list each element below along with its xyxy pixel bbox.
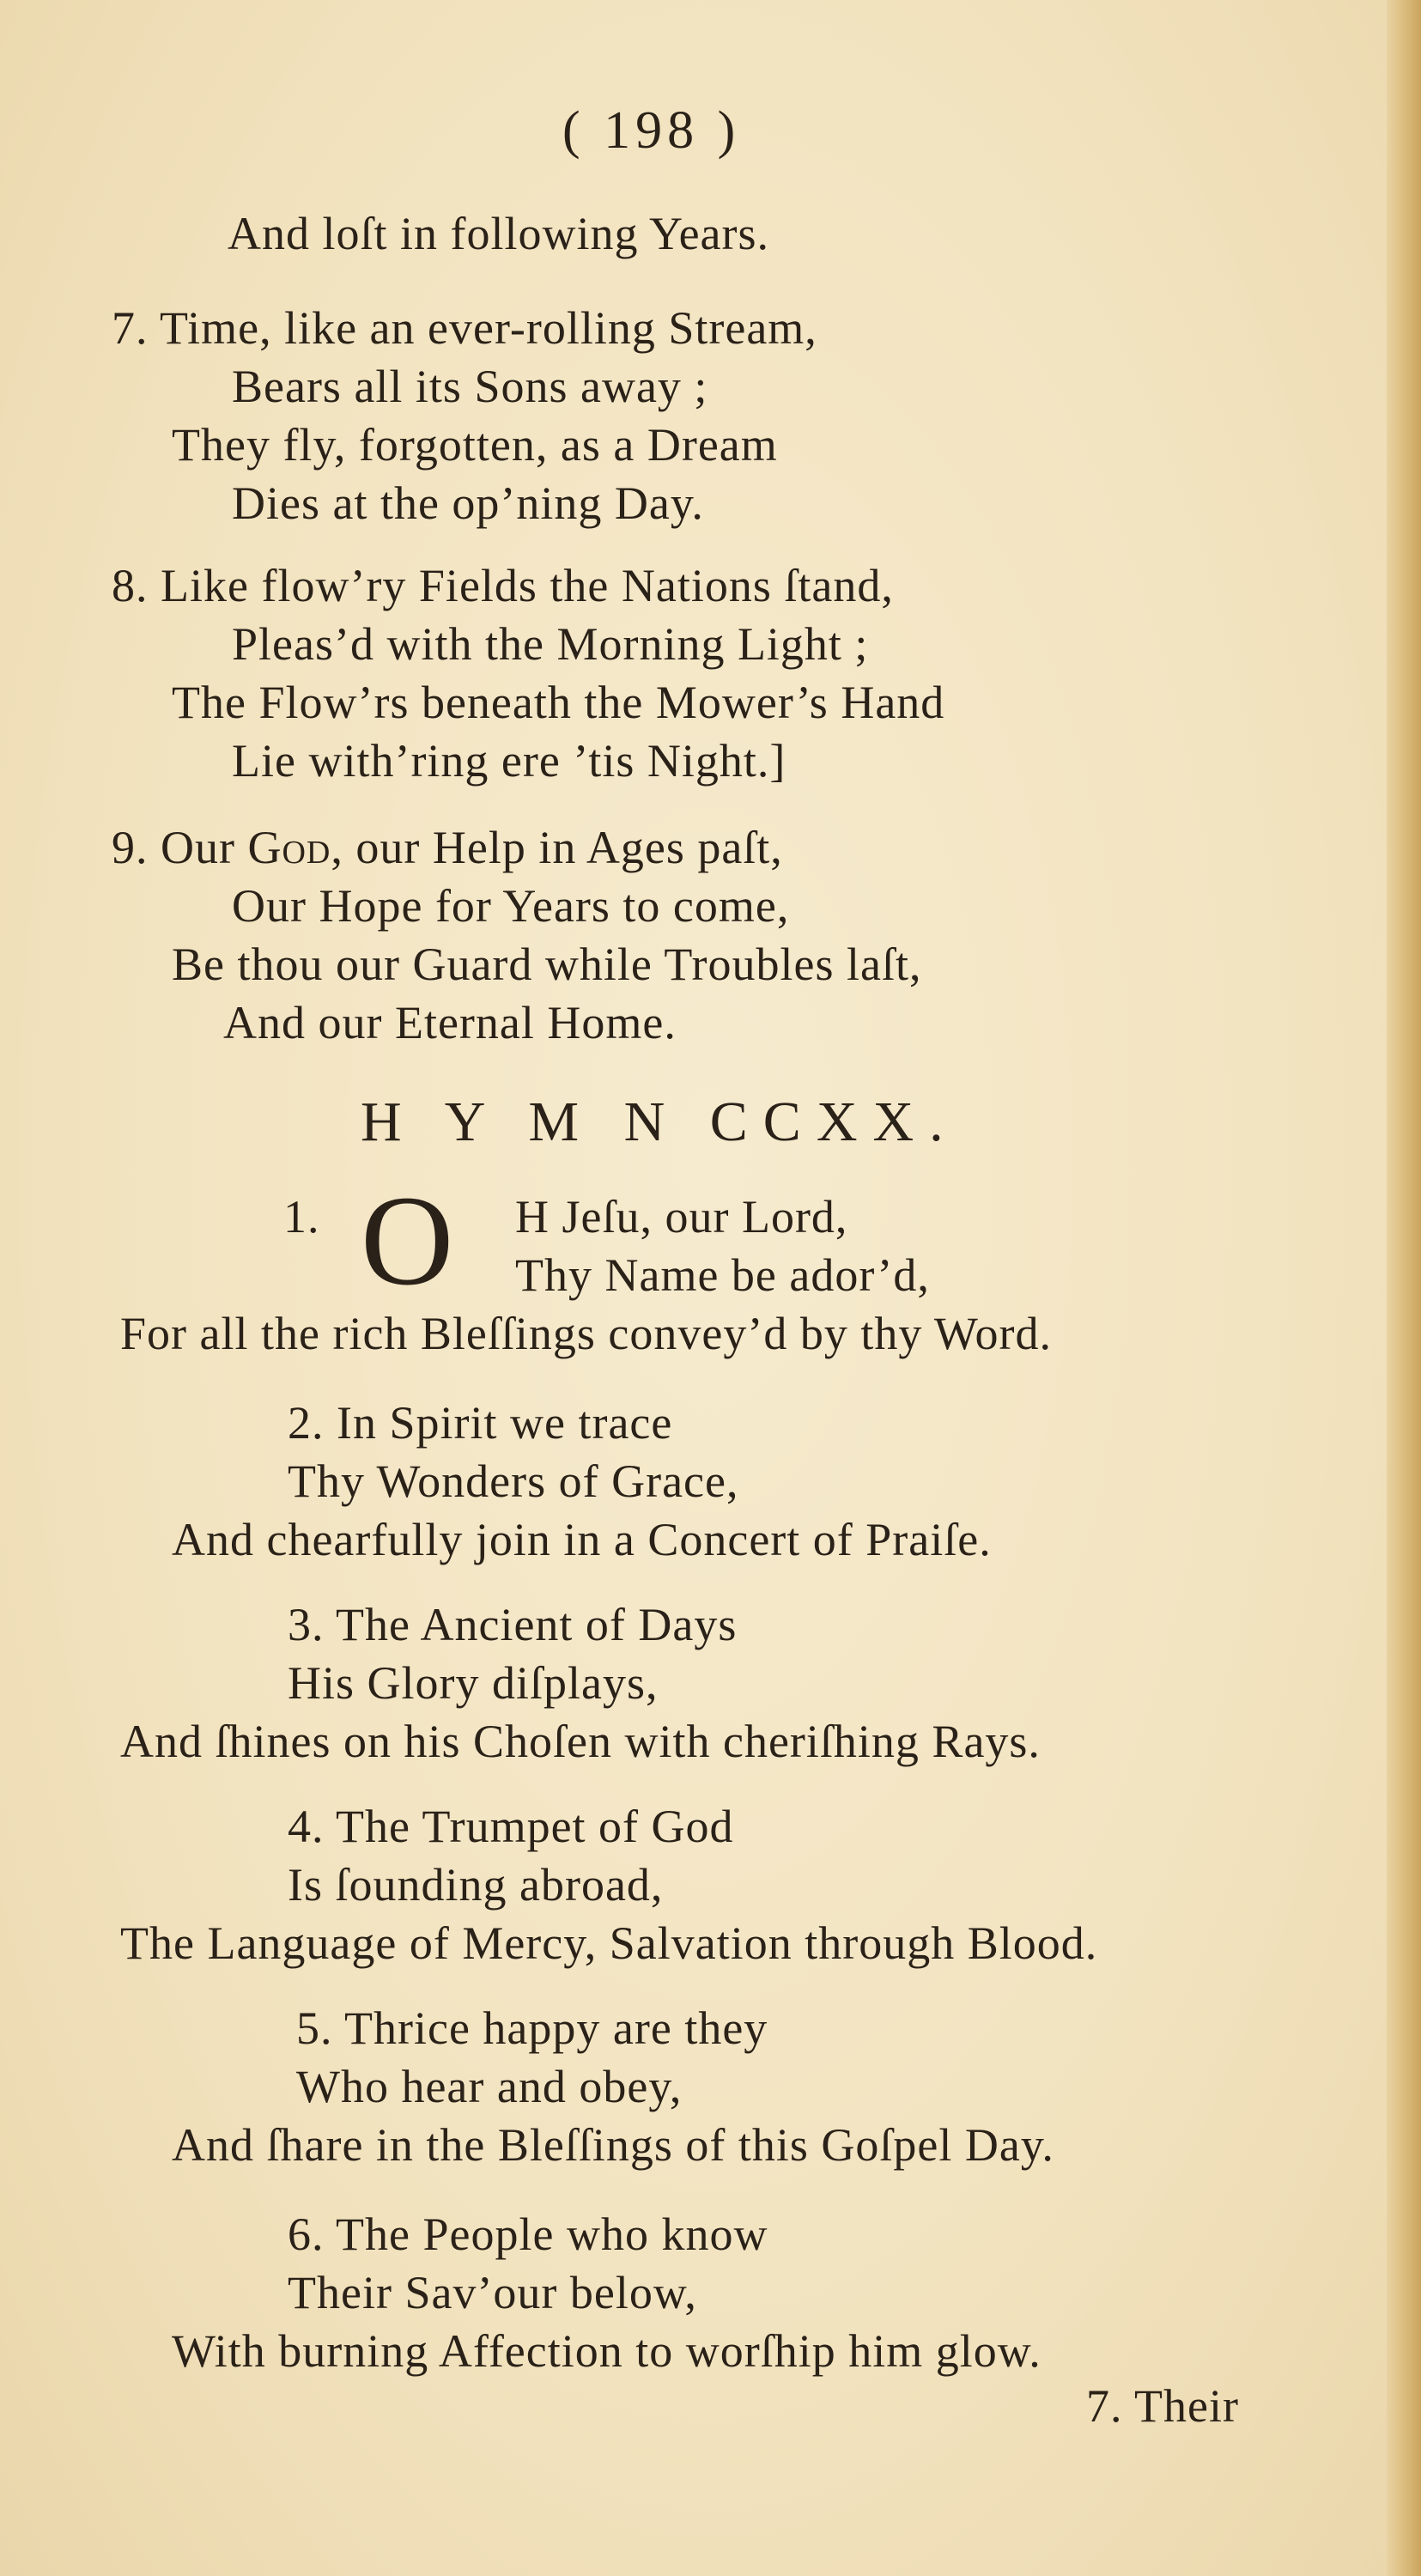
verse-7-line-2: Bears all its Sons away ; [232,361,708,412]
verse-9-line-1: 9. Our God, our Help in Ages paſt, [112,822,783,873]
continued-line: And loſt in following Years. [228,208,770,259]
drop-cap-letter: O [361,1170,454,1312]
hymn-verse-6-line-1: 6. The People who know [288,2208,768,2260]
hymn-verse-4-line-3: The Language of Mercy, Salvation through Blood. [120,1917,1098,1969]
hymn-title: H Y M N CCXX. [361,1091,959,1153]
hymn-verse-4-line-1: 4. The Trumpet of God [288,1801,734,1852]
verse-8-line-4: Lie with’ring ere ’tis Night.] [232,735,786,787]
hymn-verse-4-line-2: Is ſounding abroad, [288,1859,664,1911]
god-small-caps: God [247,822,331,873]
hymn-verse-1-line-3: For all the rich Bleſſings convey’d by thy Word. [120,1308,1052,1359]
verse-9-line-3: Be thou our Guard while Troubles laſt, [172,939,922,990]
catchword: 7. Their [1086,2380,1239,2432]
verse-7-line-3: They fly, forgotten, as a Dream [172,419,778,471]
hymn-verse-3-line-1: 3. The Ancient of Days [288,1599,738,1650]
hymn-verse-1-line-1: H Jeſu, our Lord, [515,1191,848,1242]
hymn-verse-2-line-1: 2. In Spirit we trace [288,1397,673,1449]
hymn-verse-6-line-2: Their Sav’our below, [288,2267,697,2318]
hymn-verse-6-line-3: With burning Affection to worſhip him glow. [172,2325,1041,2377]
hymn-verse-1-number: 1. [283,1191,320,1242]
page-number: ( 198 ) [562,101,741,160]
hymn-verse-3-line-3: And ſhines on his Choſen with cheriſhing Rays. [120,1716,1041,1767]
verse-9-line-4: And our Eternal Home. [223,997,677,1048]
hymn-verse-2-line-3: And chearfully join in a Concert of Praiſe. [172,1514,992,1565]
hymn-verse-5-line-1: 5. Thrice happy are they [296,2002,768,2054]
verse-8-line-1: 8. Like flow’ry Fields the Nations ſtand, [112,560,894,611]
hymn-verse-3-line-2: His Glory diſplays, [288,1657,659,1709]
page-spine-edge [1387,0,1421,2576]
hymn-verse-5-line-3: And ſhare in the Bleſſings of this Goſpel Day. [172,2119,1054,2171]
hymn-verse-2-line-2: Thy Wonders of Grace, [288,1455,739,1507]
verse-8-line-3: The Flow’rs beneath the Mower’s Hand [172,677,945,728]
hymn-verse-1-line-2: Thy Name be ador’d, [515,1249,930,1301]
verse-8-line-2: Pleas’d with the Morning Light ; [232,618,869,670]
verse-7-line-4: Dies at the op’ning Day. [232,477,704,529]
hymn-verse-5-line-2: Who hear and obey, [296,2061,683,2112]
verse-7-line-1: 7. Time, like an ever-rolling Stream, [112,302,817,354]
verse-9-line-2: Our Hope for Years to come, [232,880,790,932]
